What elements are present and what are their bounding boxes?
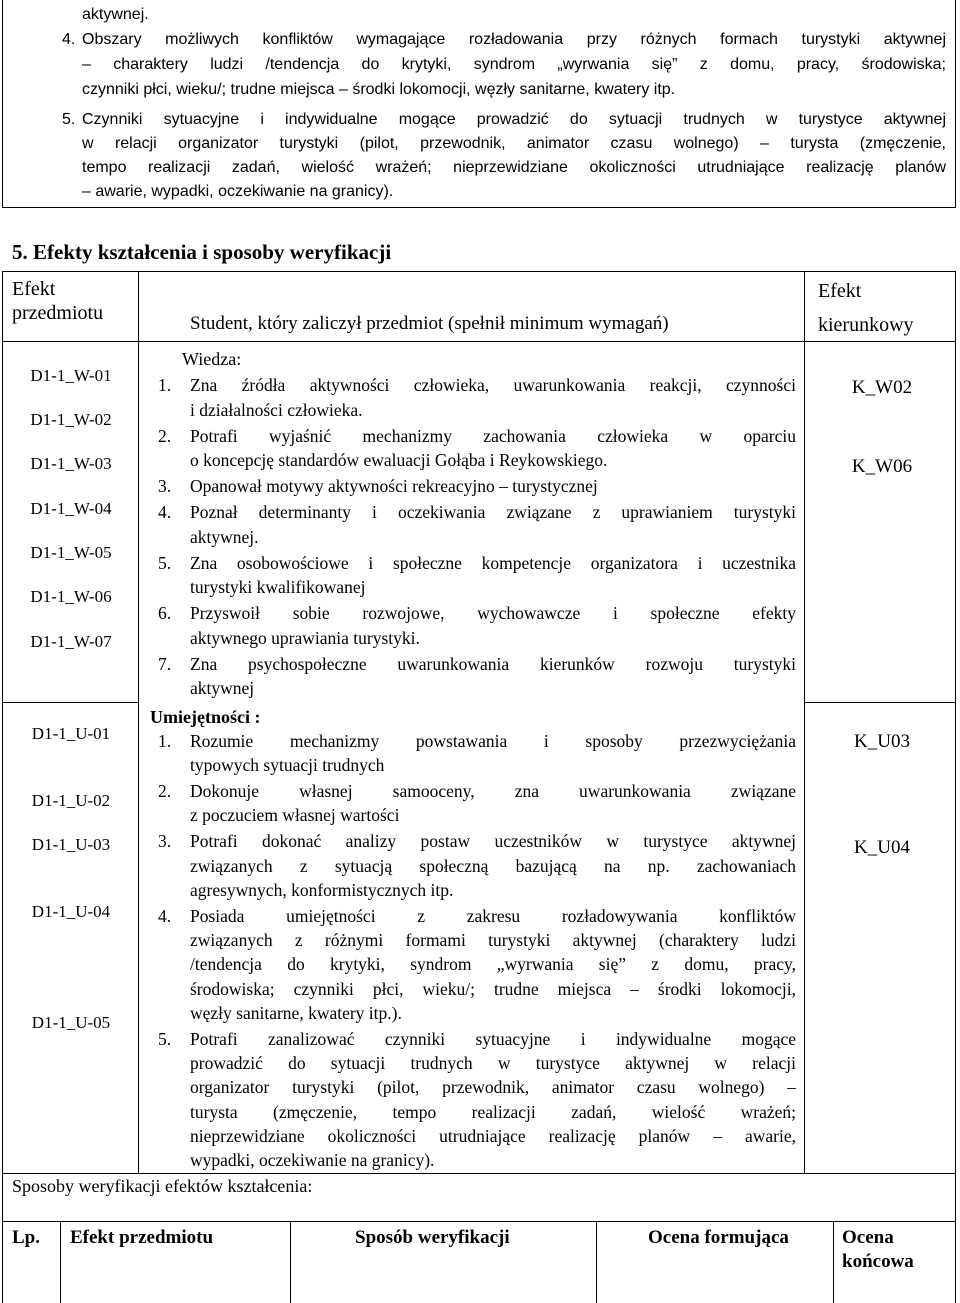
umiejetnosci-item-1-line-2: typowych sytuacji trudnych [190, 755, 385, 776]
wiedza-item-6-number: 6. [158, 603, 172, 623]
wiedza-item-1-number: 1. [158, 375, 172, 395]
umiejetnosci-item-4-line-1: Posiada umiejętności z zakresu rozładowywania konfliktów [190, 905, 796, 926]
k-w-code-1: K_W02 [851, 377, 913, 398]
col1-header-line1: Efekt [12, 278, 56, 300]
top-box-border-right [955, 0, 956, 208]
w-code-3: D1-1_W-03 [30, 454, 112, 473]
top-line-2: – charaktery ludzi /tendencja do krytyki, syndrom „wyrwania się” z domu, pracy, środowiska; [82, 56, 946, 73]
umiejetnosci-item-5-line-1: Potrafi zanalizować czynniki sytuacyjne i indywidualne mogące [190, 1028, 796, 1049]
wiedza-item-4-number: 4. [158, 502, 172, 522]
wiedza-item-4-line-2: aktywnej. [190, 526, 259, 547]
w-u-divider-left [2, 702, 139, 703]
umiejetnosci-item-3-number: 3. [158, 831, 172, 852]
w-code-6: D1-1_W-06 [30, 587, 112, 606]
umiejetnosci-label: Umiejętności : [150, 707, 261, 727]
wiedza-item-4-line-1: Poznał determinanty i oczekiwania związane z uprawianiem turystyki [190, 502, 796, 522]
umiejetnosci-item-4-line-2: związanych z różnymi formami turystyki aktywnej (charaktery ludzi [190, 929, 796, 950]
bt-header-efekt: Efekt przedmiotu [70, 1227, 214, 1248]
umiejetnosci-item-5-line-5: nieprzewidziane okoliczności utrudniające realizację planów – awarie, [190, 1125, 796, 1146]
bt-col-divider-2 [290, 1221, 291, 1303]
top-line-5: w relacji organizator turystyki (pilot, przewodnik, animator czasu wolnego) – turysta (zmęczenie, [82, 135, 946, 152]
bottom-table-top-divider [2, 1221, 956, 1222]
umiejetnosci-item-4-line-5: węzły sanitarne, kwatery itp.). [190, 1002, 402, 1023]
k-w-code-2: K_W06 [851, 456, 913, 477]
wiedza-item-3-line-1: Opanował motywy aktywności rekreacyjno – turystycznej [190, 476, 598, 496]
w-code-4: D1-1_W-04 [30, 499, 112, 518]
table-top-border [2, 271, 956, 272]
top-line-0: aktywnej. [82, 6, 149, 23]
header-row-divider [2, 341, 956, 342]
wiedza-item-5-line-1: Zna osobowościowe i społeczne kompetencje organizatora i uczestnika [190, 552, 796, 573]
u-code-5: D1-1_U-05 [31, 1013, 111, 1032]
wiedza-item-2-line-2: o koncepcję standardów ewaluacji Gołąba i Reykowskiego. [190, 450, 608, 470]
umiejetnosci-item-1-number: 1. [158, 731, 172, 751]
umiejetnosci-item-5-line-2: prowadzić do sytuacji trudnych w turystyce aktywnej w relacji [190, 1052, 796, 1073]
top-num-5: 5. [62, 111, 76, 128]
w-code-2: D1-1_W-02 [30, 410, 112, 429]
sposoby-label: Sposoby weryfikacji efektów kształcenia: [12, 1176, 313, 1196]
umiejetnosci-item-1-line-1: Rozumie mechanizmy powstawania i sposoby przezwyciężania [190, 731, 796, 751]
umiejetnosci-item-3-line-3: agresywnych, konformistycznych itp. [190, 879, 454, 900]
bt-header-koncowa-2: końcowa [842, 1251, 914, 1272]
wiedza-item-2-line-1: Potrafi wyjaśnić mechanizmy zachowania człowieka w oparciu [190, 425, 796, 446]
u-code-2: D1-1_U-02 [31, 791, 111, 810]
umiejetnosci-item-5-line-6: wypadki, oczekiwanie na granicy). [190, 1150, 435, 1171]
umiejetnosci-item-5-number: 5. [158, 1028, 172, 1049]
wiedza-item-7-line-2: aktywnej [190, 678, 255, 698]
wiedza-item-6-line-2: aktywnego uprawiania turystyki. [190, 627, 420, 648]
u-code-3: D1-1_U-03 [31, 835, 111, 854]
top-line-1: Obszary możliwych konfliktów wymagające rozładowania przy różnych formach turystyki aktywnej [82, 31, 946, 48]
col3-header-line2: kierunkowy [818, 314, 914, 336]
w-u-divider-right [804, 702, 956, 703]
top-line-7: – awarie, wypadki, oczekiwanie na granicy). [82, 183, 394, 200]
bt-col-divider-1 [60, 1221, 61, 1303]
top-box-border-bottom [2, 207, 956, 208]
wiedza-item-7-line-1: Zna psychospołeczne uwarunkowania kierunków rozwoju turystyki [190, 653, 796, 674]
top-line-6: tempo realizacji zadań, wielość wrażeń; nieprzewidziane okoliczności utrudniające realizację planów [82, 159, 946, 176]
k-u-code-1: K_U03 [854, 731, 910, 752]
umiejetnosci-item-2-line-1: Dokonuje własnej samooceny, zna uwarunkowania związane [190, 781, 796, 802]
bt-header-lp: Lp. [12, 1227, 40, 1248]
w-code-5: D1-1_W-05 [30, 543, 112, 562]
col1-divider [138, 271, 139, 1174]
w-code-1: D1-1_W-01 [30, 366, 112, 385]
bt-col-divider-3 [596, 1221, 597, 1303]
umiejetnosci-item-2-number: 2. [158, 781, 172, 802]
top-box-border-left [2, 0, 3, 208]
umiejetnosci-item-2-line-2: z poczuciem własnej wartości [190, 805, 400, 826]
col1-header-line2: przedmiotu [12, 302, 104, 324]
wiedza-item-1-line-1: Zna źródła aktywności człowieka, uwarunkowania reakcji, czynności [190, 375, 796, 395]
bt-header-koncowa-1: Ocena [842, 1227, 894, 1248]
wiedza-item-3-number: 3. [158, 476, 172, 496]
umiejetnosci-item-4-line-4: środowiska; czynniki płci, wieku/; trudne miejsca – środki lokomocji, [190, 978, 796, 999]
top-num-4: 4. [62, 31, 76, 48]
umiejetnosci-item-5-line-4: turysta (zmęczenie, tempo realizacji zadań, wielość wrażeń; [190, 1101, 796, 1122]
wiedza-item-6-line-1: Przyswoił sobie rozwojowe, wychowawcze i społeczne efekty [190, 603, 796, 623]
umiejetnosci-item-5-line-3: organizator turystyki (pilot, przewodnik, animator czasu wolnego) – [190, 1077, 796, 1098]
u-code-4: D1-1_U-04 [31, 902, 111, 921]
top-line-3: czynniki płci, wieku/; trudne miejsca – środki lokomocji, węzły sanitarne, kwatery itp. [82, 81, 676, 98]
k-u-code-2: K_U04 [854, 837, 910, 858]
umiejetnosci-item-4-line-3: /tendencja do krytyki, syndrom „wyrwania się” z domu, pracy, [190, 954, 796, 975]
bt-header-formujaca: Ocena formująca [648, 1227, 789, 1248]
bt-header-sposob: Sposób weryfikacji [355, 1227, 510, 1248]
bt-col-divider-4 [833, 1221, 834, 1303]
wiedza-item-5-number: 5. [158, 552, 172, 573]
u-code-1: D1-1_U-01 [31, 724, 111, 743]
col3-header-line1: Efekt [818, 280, 862, 302]
umiejetnosci-item-4-number: 4. [158, 905, 172, 926]
umiejetnosci-item-3-line-2: związanych z sytuacją społeczną bazującą na np. zachowaniach [190, 855, 796, 876]
wiedza-item-7-number: 7. [158, 653, 172, 674]
wiedza-label: Wiedza: [182, 349, 242, 369]
section-title: 5. Efekty kształcenia i sposoby weryfikacji [12, 240, 392, 264]
table-right-border [955, 271, 956, 1303]
col2-header: Student, który zaliczył przedmiot (spełnił minimum wymagań) [190, 313, 669, 334]
wiedza-item-2-number: 2. [158, 425, 172, 446]
wiedza-item-5-line-2: turystyki kwalifikowanej [190, 577, 366, 597]
table-left-border [2, 271, 3, 1303]
umiejetnosci-item-3-line-1: Potrafi dokonać analizy postaw uczestników w turystyce aktywnej [190, 831, 796, 852]
top-line-4: Czynniki sytuacyjne i indywidualne mogące prowadzić do sytuacji trudnych w turystyce aktywnej [82, 111, 946, 128]
wiedza-item-1-line-2: i działalności człowieka. [190, 399, 363, 420]
w-code-7: D1-1_W-07 [30, 632, 112, 651]
col3-divider [804, 271, 805, 1174]
